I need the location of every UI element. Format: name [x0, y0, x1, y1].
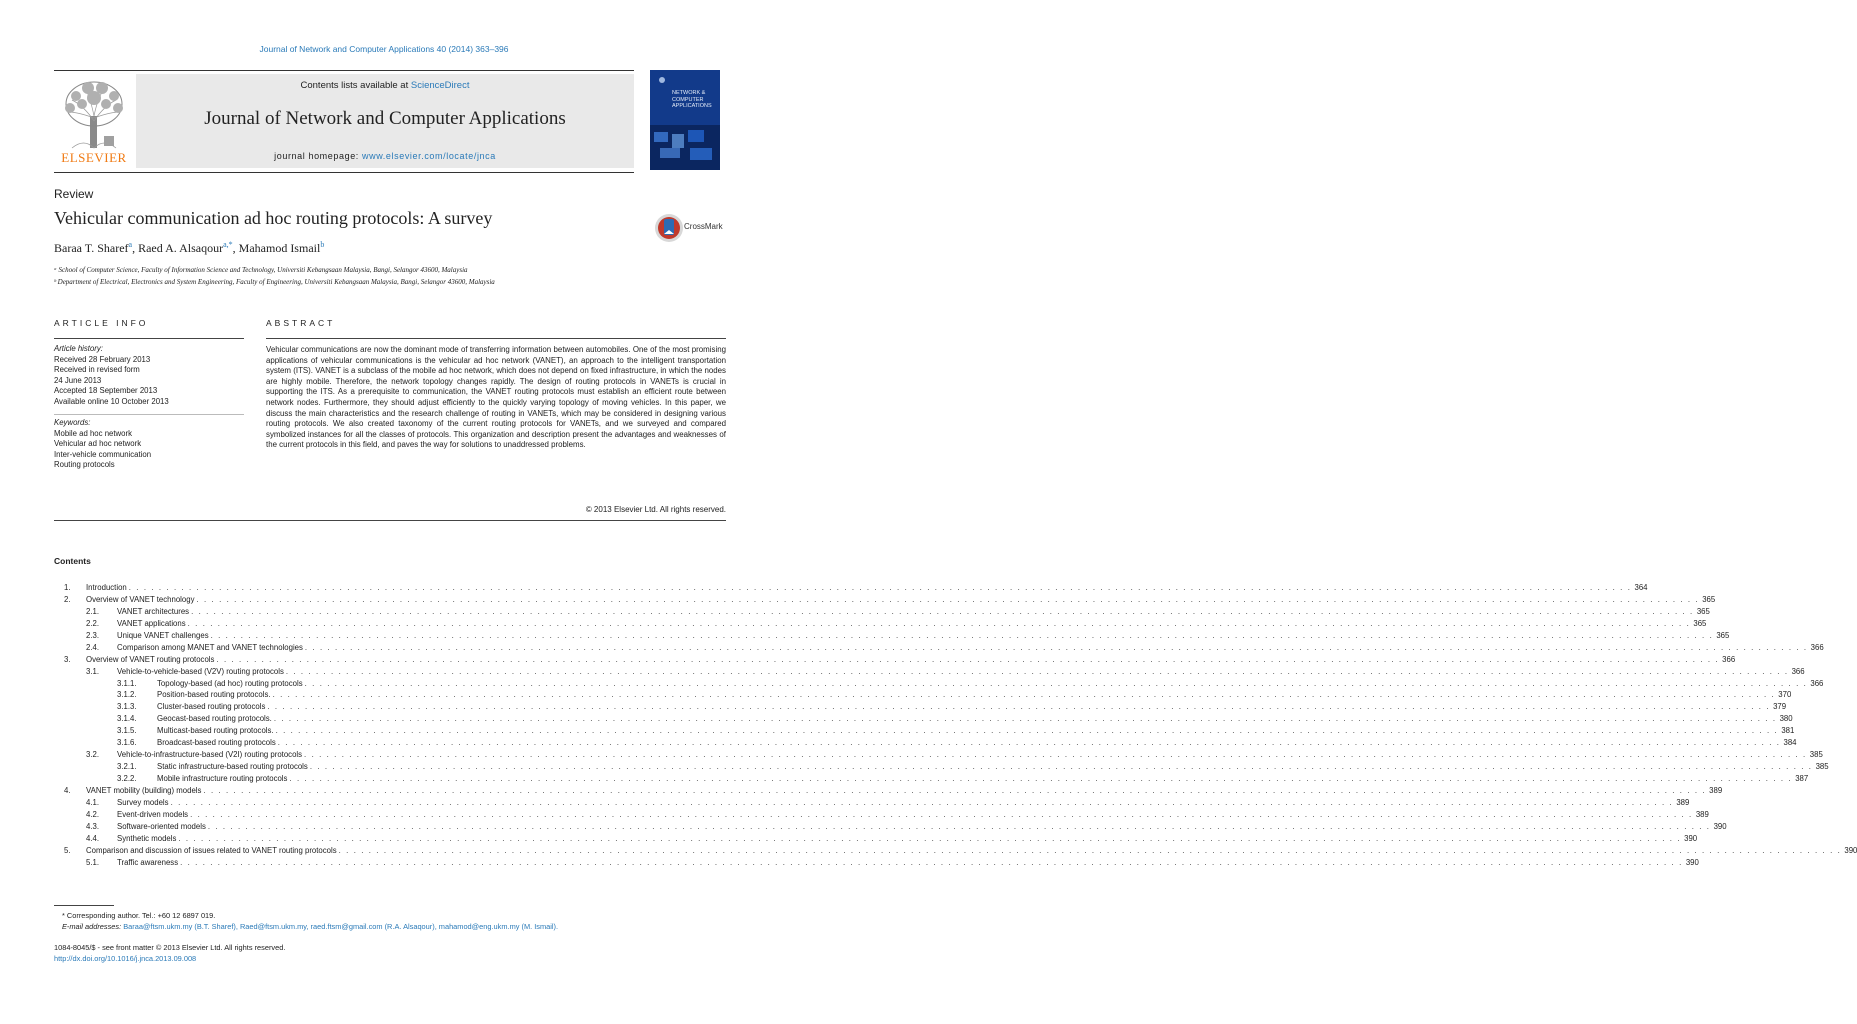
toc-entry-label[interactable]: Synthetic models: [117, 833, 177, 843]
toc-entry-text: [117, 857, 1699, 869]
toc-leader-dots: . . . . . . . . . . . . . . . . . . . . . . . . . . . . . . . . . . . . . . . . . . . . . . . . . . . . . . . . . . . . . . . . . . . . . . . . . . . . . . . . . . . . . . . . . . . . . . . . . . . . . . . . . . . . . . . . . . . . . . . . . . . . . . . . . . . . . . . . . . . . . . . . . . . . . . . . . . . . . . . . . . . . . . . . . . . . . . . . . . . . . . . . . . . . . . . . . . . . . . . .: [304, 642, 1808, 652]
toc-leader-dots: . . . . . . . . . . . . . . . . . . . . . . . . . . . . . . . . . . . . . . . . . . . . . . . . . . . . . . . . . . . . . . . . . . . . . . . . . . . . . . . . . . . . . . . . . . . . . . . . . . . . . . . . . . . . . . . . . . . . . . . . . . . . . . . . . . . . . . . . . . . . . . . . . . . . . . . . . . . . . . . . . . . . . . . . . . . . . . . . . . . . . . . . . . . . . . . . . . . . . . . .: [178, 833, 1682, 843]
toc-entry-text: [117, 630, 1730, 642]
toc-entry-text: [86, 594, 1716, 606]
toc-leader-dots: . . . . . . . . . . . . . . . . . . . . . . . . . . . . . . . . . . . . . . . . . . . . . . . . . . . . . . . . . . . . . . . . . . . . . . . . . . . . . . . . . . . . . . . . . . . . . . . . . . . . . . . . . . . . . . . . . . . . . . . . . . . . . . . . . . . . . . . . . . . . . . . . . . . . . . . . . . . . . . . . . . . . . . . . . . . . . . . . . . . . . . . . . . . . . . . . . . . . . . . .: [304, 678, 1808, 688]
toc-leader-dots: . . . . . . . . . . . . . . . . . . . . . . . . . . . . . . . . . . . . . . . . . . . . . . . . . . . . . . . . . . . . . . . . . . . . . . . . . . . . . . . . . . . . . . . . . . . . . . . . . . . . . . . . . . . . . . . . . . . . . . . . . . . . . . . . . . . . . . . . . . . . . . . . . . . . . . . . . . . . . . . . . . . . . . . . . . . . . . . . . . . . . . . . . . . . . . . . . . . . . . . .: [187, 618, 1691, 628]
homepage-link[interactable]: www.elsevier.com/locate/jnca: [362, 151, 496, 161]
abstract-heading: ABSTRACT: [266, 318, 336, 328]
keywords: [54, 418, 151, 471]
toc-entry-text: [86, 654, 1736, 666]
toc-entry-page[interactable]: 390: [1685, 857, 1699, 867]
toc-entry[interactable]: [54, 713, 1793, 725]
toc-entry-label[interactable]: Overview of VANET technology: [86, 594, 195, 604]
toc-entry-text: [157, 689, 1792, 701]
toc-entry-page[interactable]: 366: [1810, 678, 1824, 688]
toc-entry-text: [157, 737, 1797, 749]
toc-entry[interactable]: [54, 797, 1690, 809]
copyright-notice: © 2013 Elsevier Ltd. All rights reserved.: [585, 505, 726, 514]
toc-entry[interactable]: [54, 678, 1824, 690]
toc-entry-label[interactable]: Comparison and discussion of issues related to VANET routing protocols: [86, 845, 337, 855]
toc-entry-number: 2.: [64, 594, 71, 604]
toc-entry-number: 1.: [64, 583, 71, 592]
toc-entry-number: 3.1.1.: [117, 678, 137, 688]
toc-leader-dots: . . . . . . . . . . . . . . . . . . . . . . . . . . . . . . . . . . . . . . . . . . . . . . . . . . . . . . . . . . . . . . . . . . . . . . . . . . . . . . . . . . . . . . . . . . . . . . . . . . . . . . . . . . . . . . . . . . . . . . . . . . . . . . . . . . . . . . . . . . . . . . . . . . . . . . . . . . . . . . . . . . . . . . . . . . . . . . . . . . . . . . . . . . . . . . . . . . . . . . . .: [277, 738, 1781, 748]
toc-leader-dots: . . . . . . . . . . . . . . . . . . . . . . . . . . . . . . . . . . . . . . . . . . . . . . . . . . . . . . . . . . . . . . . . . . . . . . . . . . . . . . . . . . . . . . . . . . . . . . . . . . . . . . . . . . . . . . . . . . . . . . . . . . . . . . . . . . . . . . . . . . . . . . . . . . . . . . . . . . . . . . . . . . . . . . . . . . . . . . . . . . . . . . . . . . . . . . . . . . . . . . . .: [273, 714, 1777, 724]
toc-leader-dots: . . . . . . . . . . . . . . . . . . . . . . . . . . . . . . . . . . . . . . . . . . . . . . . . . . . . . . . . . . . . . . . . . . . . . . . . . . . . . . . . . . . . . . . . . . . . . . . . . . . . . . . . . . . . . . . . . . . . . . . . . . . . . . . . . . . . . . . . . . . . . . . . . . . . . . . . . . . . . . . . . . . . . . . . . . . . . . . . . . . . . . . . . . . . . . . . . . . . . . . .: [285, 666, 1789, 676]
toc-entry[interactable]: [54, 737, 1797, 749]
contents-prefix: Contents lists available at: [300, 80, 411, 91]
toc-entry-text: [117, 642, 1824, 654]
toc-entry-label[interactable]: Multicast-based routing protocols.: [157, 726, 274, 736]
author-name[interactable]: Baraa T. Sharef: [54, 241, 129, 255]
toc-entry-text: [157, 761, 1829, 773]
author-affiliation-marker[interactable]: a,*: [223, 240, 233, 249]
article-info-separator: [54, 414, 244, 415]
toc-entry-text: [86, 845, 1857, 857]
front-matter: [54, 942, 285, 964]
toc-entry-page[interactable]: 389: [1676, 797, 1690, 807]
toc-entry[interactable]: [54, 642, 1824, 654]
history-item: Accepted 18 September 2013: [54, 386, 158, 395]
toc-leader-dots: . . . . . . . . . . . . . . . . . . . . . . . . . . . . . . . . . . . . . . . . . . . . . . . . . . . . . . . . . . . . . . . . . . . . . . . . . . . . . . . . . . . . . . . . . . . . . . . . . . . . . . . . . . . . . . . . . . . . . . . . . . . . . . . . . . . . . . . . . . . . . . . . . . . . . . . . . . . . . . . . . . . . . . . . . . . . . . . . . . . . . . . . . . . . . . . . . . . . . . . .: [267, 702, 1771, 712]
toc-entry-number: 4.3.: [86, 821, 100, 831]
history-item: Received 28 February 2013: [54, 354, 151, 364]
article-history: [54, 344, 169, 407]
toc-entry-page[interactable]: 365: [1702, 594, 1716, 604]
toc-entry-number: 3.1.5.: [117, 726, 137, 736]
toc-entry-page[interactable]: 380: [1779, 714, 1793, 724]
toc-entry[interactable]: [54, 666, 1805, 678]
toc-entry-label[interactable]: Mobile infrastructure routing protocols: [157, 774, 288, 783]
footnote: [62, 910, 558, 932]
author-affiliation-marker[interactable]: a: [128, 240, 133, 249]
contents-available-line: [136, 80, 634, 91]
toc-entry[interactable]: [54, 785, 1723, 797]
toc-leader-dots: . . . . . . . . . . . . . . . . . . . . . . . . . . . . . . . . . . . . . . . . . . . . . . . . . . . . . . . . . . . . . . . . . . . . . . . . . . . . . . . . . . . . . . . . . . . . . . . . . . . . . . . . . . . . . . . . . . . . . . . . . . . . . . . . . . . . . . . . . . . . . . . . . . . . . . . . . . . . . . . . . . . . . . . . . . . . . . . . . . . . . . . . . . . . . . . . . . . . . . . .: [216, 654, 1720, 664]
toc-entry-label[interactable]: Unique VANET challenges: [117, 630, 209, 640]
toc-entry-label[interactable]: Broadcast-based routing protocols: [157, 738, 276, 748]
toc-entry-page[interactable]: 366: [1810, 642, 1824, 652]
toc-entry-number: 3.1.2.: [117, 690, 137, 700]
table-of-contents: [54, 582, 1857, 869]
history-item: Received in revised form: [54, 365, 140, 374]
email-links[interactable]: Baraa@ftsm.ukm.my (B.T. Sharef), Raed@ftsm.ukm.my, raed.ftsm@gmail.com (R.A. Alsaqour), mahamod@eng.ukm.my (M. Ismail).: [123, 922, 559, 931]
journal-title: Journal of Network and Computer Applications: [204, 108, 566, 129]
toc-entry-number: 5.1.: [86, 857, 100, 867]
sciencedirect-link[interactable]: ScienceDirect: [410, 80, 470, 91]
toc-entry[interactable]: [54, 630, 1730, 642]
toc-entry-page[interactable]: 379: [1773, 702, 1787, 712]
email-label: E-mail addresses:: [62, 922, 124, 931]
abstract-bottom-rule: [54, 520, 726, 521]
toc-entry-page[interactable]: 370: [1778, 690, 1792, 700]
crossmark-label: CrossMark: [684, 222, 723, 231]
toc-entry-page[interactable]: 385: [1809, 750, 1823, 760]
toc-entry-number: 2.4.: [86, 642, 100, 652]
toc-entry-number: 3.1.: [86, 666, 100, 676]
header-rule: [54, 172, 634, 173]
toc-entry-label[interactable]: Introduction: [86, 583, 127, 592]
footnote-rule: [54, 905, 114, 906]
toc-entry-label[interactable]: Static infrastructure-based routing protocols: [157, 762, 308, 772]
crossmark-icon: [654, 212, 684, 244]
toc-entry-page[interactable]: 366: [1791, 666, 1805, 676]
toc-entry[interactable]: [54, 845, 1857, 857]
toc-entry[interactable]: [54, 582, 1648, 594]
abstract-text: Vehicular communications are now the dominant mode of transferring information between automobiles. One of the most promising applications of vehicular communications is the vehicular ad hoc network (VANET), an approach to the intelligent transportation system (ITS). VANET is a subclass of the mobile ad hoc network, which does not depend on fixed infrastructure, in which the nodes are highly mobile. Therefore, the network topology changes rapidly. The design of routing protocols in VANETs is crucial in supporting the ITS. As a prerequisite to communication, the VANET routing protocols must establish an efficient route between network nodes. Furthermore, they should adjust efficiently to the quickly varying topology of moving vehicles. In this paper, we discuss the main characteristics and the research challenge of routing in VANETs, which may be considered in designing various routing protocols. We also created taxonomy of the current routing protocols for VANETs, and we surveyed and compared symbolized instances for all the classes of protocols. This organization and description present the advantages and weaknesses of the current protocols in this field, and paves the way for solutions to unaddressed problems.: [266, 345, 726, 450]
toc-entry-label[interactable]: Comparison among MANET and VANET technologies: [117, 642, 303, 652]
toc-leader-dots: . . . . . . . . . . . . . . . . . . . . . . . . . . . . . . . . . . . . . . . . . . . . . . . . . . . . . . . . . . . . . . . . . . . . . . . . . . . . . . . . . . . . . . . . . . . . . . . . . . . . . . . . . . . . . . . . . . . . . . . . . . . . . . . . . . . . . . . . . . . . . . . . . . . . . . . . . . . . . . . . . . . . . . . . . . . . . . . . . . . . . . . . . . . . . . . . . . . . . . . .: [309, 762, 1813, 772]
article-type: Review: [54, 187, 94, 201]
toc-entry-label[interactable]: Geocast-based routing protocols.: [157, 714, 272, 724]
toc-entry-number: 3.2.2.: [117, 774, 137, 783]
journal-cover-art-icon: [650, 70, 720, 170]
toc-leader-dots: . . . . . . . . . . . . . . . . . . . . . . . . . . . . . . . . . . . . . . . . . . . . . . . . . . . . . . . . . . . . . . . . . . . . . . . . . . . . . . . . . . . . . . . . . . . . . . . . . . . . . . . . . . . . . . . . . . . . . . . . . . . . . . . . . . . . . . . . . . . . . . . . . . . . . . . . . . . . . . . . . . . . . . . . . . . . . . . . . . . . . . . . . . . . . . . . . . . . . . . .: [203, 785, 1707, 795]
cover-title-line: NETWORK &: [672, 90, 706, 96]
toc-entry-text: [117, 749, 1823, 761]
toc-entry-number: 4.: [64, 785, 71, 795]
toc-entry-number: 2.3.: [86, 630, 100, 640]
author-name[interactable]: Raed A. Alsaqour: [138, 241, 224, 255]
toc-leader-dots: . . . . . . . . . . . . . . . . . . . . . . . . . . . . . . . . . . . . . . . . . . . . . . . . . . . . . . . . . . . . . . . . . . . . . . . . . . . . . . . . . . . . . . . . . . . . . . . . . . . . . . . . . . . . . . . . . . . . . . . . . . . . . . . . . . . . . . . . . . . . . . . . . . . . . . . . . . . . . . . . . . . . . . . . . . . . . . . . . . . . . . . . . . . . . . . . . . . . . . . .: [289, 774, 1793, 783]
article-info-heading: ARTICLE INFO: [54, 318, 149, 328]
toc-entry-number: 3.1.6.: [117, 738, 137, 748]
toc-entry[interactable]: [54, 761, 1829, 773]
journal-cover-image[interactable]: [650, 70, 720, 170]
toc-entry[interactable]: [54, 701, 1787, 713]
toc-entry-text: [157, 773, 1809, 785]
toc-leader-dots: . . . . . . . . . . . . . . . . . . . . . . . . . . . . . . . . . . . . . . . . . . . . . . . . . . . . . . . . . . . . . . . . . . . . . . . . . . . . . . . . . . . . . . . . . . . . . . . . . . . . . . . . . . . . . . . . . . . . . . . . . . . . . . . . . . . . . . . . . . . . . . . . . . . . . . . . . . . . . . . . . . . . . . . . . . . . . . . . . . . . . . . . . . . . . . . . . . . . . . . .: [272, 690, 1776, 700]
toc-entry-page[interactable]: 384: [1783, 738, 1797, 748]
toc-entry-number: 3.2.1.: [117, 762, 137, 772]
article-history-label: Article history:: [54, 344, 103, 353]
article-title: Vehicular communication ad hoc routing protocols: A survey: [54, 208, 493, 228]
toc-entry-label[interactable]: Vehicle-to-vehicle-based (V2V) routing protocols: [117, 666, 284, 676]
cover-title-line: COMPUTER: [672, 96, 704, 103]
toc-entry[interactable]: [54, 749, 1823, 761]
toc-entry-text: [117, 618, 1707, 630]
history-item: 24 June 2013: [54, 375, 102, 385]
toc-entry-page[interactable]: 366: [1722, 654, 1736, 664]
toc-entry-page[interactable]: 390: [1684, 833, 1698, 843]
toc-entry-text: [117, 821, 1727, 833]
toc-entry[interactable]: [54, 594, 1716, 606]
toc-entry-number: 4.4.: [86, 833, 100, 843]
toc-entry-text: [117, 797, 1690, 809]
keywords-label: Keywords:: [54, 418, 91, 427]
cover-title-line: APPLICATIONS: [672, 103, 712, 109]
toc-entry-page[interactable]: 387: [1795, 774, 1809, 783]
email-addresses: [62, 921, 558, 932]
toc-entry-label[interactable]: Position-based routing protocols.: [157, 690, 271, 700]
toc-leader-dots: . . . . . . . . . . . . . . . . . . . . . . . . . . . . . . . . . . . . . . . . . . . . . . . . . . . . . . . . . . . . . . . . . . . . . . . . . . . . . . . . . . . . . . . . . . . . . . . . . . . . . . . . . . . . . . . . . . . . . . . . . . . . . . . . . . . . . . . . . . . . . . . . . . . . . . . . . . . . . . . . . . . . . . . . . . . . . . . . . . . . . . . . . . . . . . . . . . . . . . . .: [191, 606, 1694, 616]
toc-leader-dots: . . . . . . . . . . . . . . . . . . . . . . . . . . . . . . . . . . . . . . . . . . . . . . . . . . . . . . . . . . . . . . . . . . . . . . . . . . . . . . . . . . . . . . . . . . . . . . . . . . . . . . . . . . . . . . . . . . . . . . . . . . . . . . . . . . . . . . . . . . . . . . . . . . . . . . . . . . . . . . . . . . . . . . . . . . . . . . . . . . . . . . . . . . . . . . . . . . . . . . . .: [210, 630, 1714, 640]
cover-title: [672, 90, 712, 110]
toc-leader-dots: . . . . . . . . . . . . . . . . . . . . . . . . . . . . . . . . . . . . . . . . . . . . . . . . . . . . . . . . . . . . . . . . . . . . . . . . . . . . . . . . . . . . . . . . . . . . . . . . . . . . . . . . . . . . . . . . . . . . . . . . . . . . . . . . . . . . . . . . . . . . . . . . . . . . . . . . . . . . . . . . . . . . . . . . . . . . . . . . . . . . . . . . . . . . . . . . . . . . . . . .: [304, 750, 1807, 760]
toc-entry-text: [117, 606, 1710, 618]
toc-leader-dots: . . . . . . . . . . . . . . . . . . . . . . . . . . . . . . . . . . . . . . . . . . . . . . . . . . . . . . . . . . . . . . . . . . . . . . . . . . . . . . . . . . . . . . . . . . . . . . . . . . . . . . . . . . . . . . . . . . . . . . . . . . . . . . . . . . . . . . . . . . . . . . . . . . . . . . . . . . . . . . . . . . . . . . . . . . . . . . . . . . . . . . . . . . . . . . . . . . . . . . . .: [190, 809, 1693, 819]
affiliation-a: ᵃ School of Computer Science, Faculty of Information Science and Technology, Universiti Kebangsaan Malaysia, Bangi, Selangor 43600, Malaysia: [54, 266, 468, 274]
toc-entry-text: [157, 678, 1824, 690]
toc-entry[interactable]: [54, 606, 1710, 618]
homepage-prefix: journal homepage:: [274, 151, 362, 161]
keyword-item: Mobile ad hoc network: [54, 428, 133, 438]
toc-entry-number: 4.1.: [86, 797, 100, 807]
toc-entry-label[interactable]: Overview of VANET routing protocols: [86, 654, 215, 664]
toc-leader-dots: . . . . . . . . . . . . . . . . . . . . . . . . . . . . . . . . . . . . . . . . . . . . . . . . . . . . . . . . . . . . . . . . . . . . . . . . . . . . . . . . . . . . . . . . . . . . . . . . . . . . . . . . . . . . . . . . . . . . . . . . . . . . . . . . . . . . . . . . . . . . . . . . . . . . . . . . . . . . . . . . . . . . . . . . . . . . . . . . . . . . . . . . . . . . . . . . . . . . . . . .: [128, 583, 1632, 592]
toc-entry-text: [86, 785, 1723, 797]
toc-entry[interactable]: [54, 821, 1727, 833]
doi-link[interactable]: http://dx.doi.org/10.1016/j.jnca.2013.09.008: [54, 954, 197, 963]
article-info-rule: [54, 338, 244, 339]
toc-entry-number: 3.1.4.: [117, 714, 137, 724]
toc-leader-dots: . . . . . . . . . . . . . . . . . . . . . . . . . . . . . . . . . . . . . . . . . . . . . . . . . . . . . . . . . . . . . . . . . . . . . . . . . . . . . . . . . . . . . . . . . . . . . . . . . . . . . . . . . . . . . . . . . . . . . . . . . . . . . . . . . . . . . . . . . . . . . . . . . . . . . . . . . . . . . . . . . . . . . . . . . . . . . . . . . . . . . . . . . . . . . . . . . . . . . . . .: [207, 821, 1711, 831]
toc-entry-text: [117, 809, 1709, 821]
toc-entry-page[interactable]: 365: [1696, 606, 1710, 616]
toc-entry[interactable]: [54, 689, 1792, 701]
toc-entry-text: [117, 833, 1698, 845]
toc-entry-page[interactable]: 385: [1815, 762, 1829, 772]
toc-entry-text: [86, 582, 1648, 594]
toc-entry-page[interactable]: 390: [1844, 845, 1857, 855]
crossmark-badge[interactable]: [654, 212, 730, 244]
toc-leader-dots: . . . . . . . . . . . . . . . . . . . . . . . . . . . . . . . . . . . . . . . . . . . . . . . . . . . . . . . . . . . . . . . . . . . . . . . . . . . . . . . . . . . . . . . . . . . . . . . . . . . . . . . . . . . . . . . . . . . . . . . . . . . . . . . . . . . . . . . . . . . . . . . . . . . . . . . . . . . . . . . . . . . . . . . . . . . . . . . . . . . . . . . . . . . . . . . . . . . . . . . .: [170, 797, 1674, 807]
toc-entry-label[interactable]: Survey models: [117, 797, 169, 807]
toc-entry-page[interactable]: 365: [1716, 630, 1730, 640]
toc-entry-number: 3.2.: [86, 750, 100, 760]
affiliation-b: ᵇ Department of Electrical, Electronics and System Engineering, Faculty of Engineering, Universiti Kebangsaan Malaysia, Bangi, Selangor 43600, Malaysia: [54, 278, 495, 286]
toc-entry-number: 2.1.: [86, 606, 100, 616]
toc-entry-label[interactable]: VANET architectures: [117, 606, 190, 616]
keyword-item: Routing protocols: [54, 460, 115, 469]
toc-entry-page[interactable]: 389: [1695, 809, 1709, 819]
issn-line: 1084-8045/$ - see front matter © 2013 Elsevier Ltd. All rights reserved.: [54, 943, 286, 952]
toc-entry-text: [117, 666, 1805, 678]
author-affiliation-marker[interactable]: b: [320, 240, 325, 249]
toc-entry-number: 3.1.3.: [117, 702, 137, 712]
toc-leader-dots: . . . . . . . . . . . . . . . . . . . . . . . . . . . . . . . . . . . . . . . . . . . . . . . . . . . . . . . . . . . . . . . . . . . . . . . . . . . . . . . . . . . . . . . . . . . . . . . . . . . . . . . . . . . . . . . . . . . . . . . . . . . . . . . . . . . . . . . . . . . . . . . . . . . . . . . . . . . . . . . . . . . . . . . . . . . . . . . . . . . . . . . . . . . . . . . . . . . . . . . .: [275, 726, 1779, 736]
contents-heading: Contents: [54, 556, 91, 566]
toc-entry-label[interactable]: Vehicle-to-infrastructure-based (V2I) routing protocols: [117, 750, 303, 760]
toc-leader-dots: . . . . . . . . . . . . . . . . . . . . . . . . . . . . . . . . . . . . . . . . . . . . . . . . . . . . . . . . . . . . . . . . . . . . . . . . . . . . . . . . . . . . . . . . . . . . . . . . . . . . . . . . . . . . . . . . . . . . . . . . . . . . . . . . . . . . . . . . . . . . . . . . . . . . . . . . . . . . . . . . . . . . . . . . . . . . . . . . . . . . . . . . . . . . . . . . . . . . . . . .: [338, 845, 1842, 855]
toc-entry-page[interactable]: 390: [1713, 821, 1727, 831]
keyword-item: Vehicular ad hoc network: [54, 439, 142, 448]
toc-entry[interactable]: [54, 773, 1809, 785]
toc-entry[interactable]: [54, 618, 1707, 630]
journal-homepage-line: [136, 151, 634, 161]
toc-entry-label[interactable]: VANET mobility (building) models: [86, 785, 202, 795]
toc-entry-page[interactable]: 381: [1781, 726, 1795, 736]
abstract-rule: [266, 338, 726, 339]
author-list: Baraa T. Sharef$^a$, Raed A. Alsaqour$^{a,*}$, Mahamod Ismail$^b$: [54, 240, 325, 255]
toc-entry-number: 3.: [64, 654, 71, 664]
toc-entry-label[interactable]: Event-driven models: [117, 809, 189, 819]
toc-entry[interactable]: [54, 857, 1699, 869]
toc-entry-text: [157, 701, 1787, 713]
toc-entry-page[interactable]: 389: [1709, 785, 1723, 795]
toc-leader-dots: . . . . . . . . . . . . . . . . . . . . . . . . . . . . . . . . . . . . . . . . . . . . . . . . . . . . . . . . . . . . . . . . . . . . . . . . . . . . . . . . . . . . . . . . . . . . . . . . . . . . . . . . . . . . . . . . . . . . . . . . . . . . . . . . . . . . . . . . . . . . . . . . . . . . . . . . . . . . . . . . . . . . . . . . . . . . . . . . . . . . . . . . . . . . . . . . . . . . . . . .: [196, 594, 1700, 604]
toc-leader-dots: . . . . . . . . . . . . . . . . . . . . . . . . . . . . . . . . . . . . . . . . . . . . . . . . . . . . . . . . . . . . . . . . . . . . . . . . . . . . . . . . . . . . . . . . . . . . . . . . . . . . . . . . . . . . . . . . . . . . . . . . . . . . . . . . . . . . . . . . . . . . . . . . . . . . . . . . . . . . . . . . . . . . . . . . . . . . . . . . . . . . . . . . . . . . . . . . . . . . . . . .: [180, 857, 1683, 867]
journal-reference[interactable]: Journal of Network and Computer Applications 40 (2014) 363–396: [259, 44, 509, 54]
toc-entry[interactable]: [54, 654, 1736, 666]
toc-entry-text: [157, 713, 1793, 725]
toc-entry-page[interactable]: 365: [1693, 618, 1707, 628]
toc-entry-label[interactable]: Topology-based (ad hoc) routing protocols: [157, 678, 303, 688]
toc-entry-number: 4.2.: [86, 809, 100, 819]
history-item: Available online 10 October 2013: [54, 396, 169, 406]
toc-entry[interactable]: [54, 725, 1795, 737]
toc-entry-label[interactable]: VANET applications: [117, 618, 186, 628]
toc-entry-number: 5.: [64, 845, 71, 855]
author-name[interactable]: Mahamod Ismail: [238, 241, 321, 255]
toc-entry-page[interactable]: 364: [1634, 583, 1648, 592]
toc-entry-label[interactable]: Cluster-based routing protocols: [157, 702, 266, 712]
keyword-item: Inter-vehicle communication: [54, 449, 152, 459]
toc-entry-label[interactable]: Software-oriented models: [117, 821, 206, 831]
elsevier-wordmark: ELSEVIER: [61, 150, 127, 165]
corresponding-author-note: * Corresponding author. Tel.: +60 12 6897 019.: [62, 911, 216, 920]
toc-entry-text: [157, 725, 1795, 737]
toc-entry[interactable]: [54, 833, 1698, 845]
top-rule: [54, 70, 634, 71]
toc-entry-number: 2.2.: [86, 618, 100, 628]
toc-entry-label[interactable]: Traffic awareness: [117, 857, 179, 867]
toc-entry[interactable]: [54, 809, 1709, 821]
